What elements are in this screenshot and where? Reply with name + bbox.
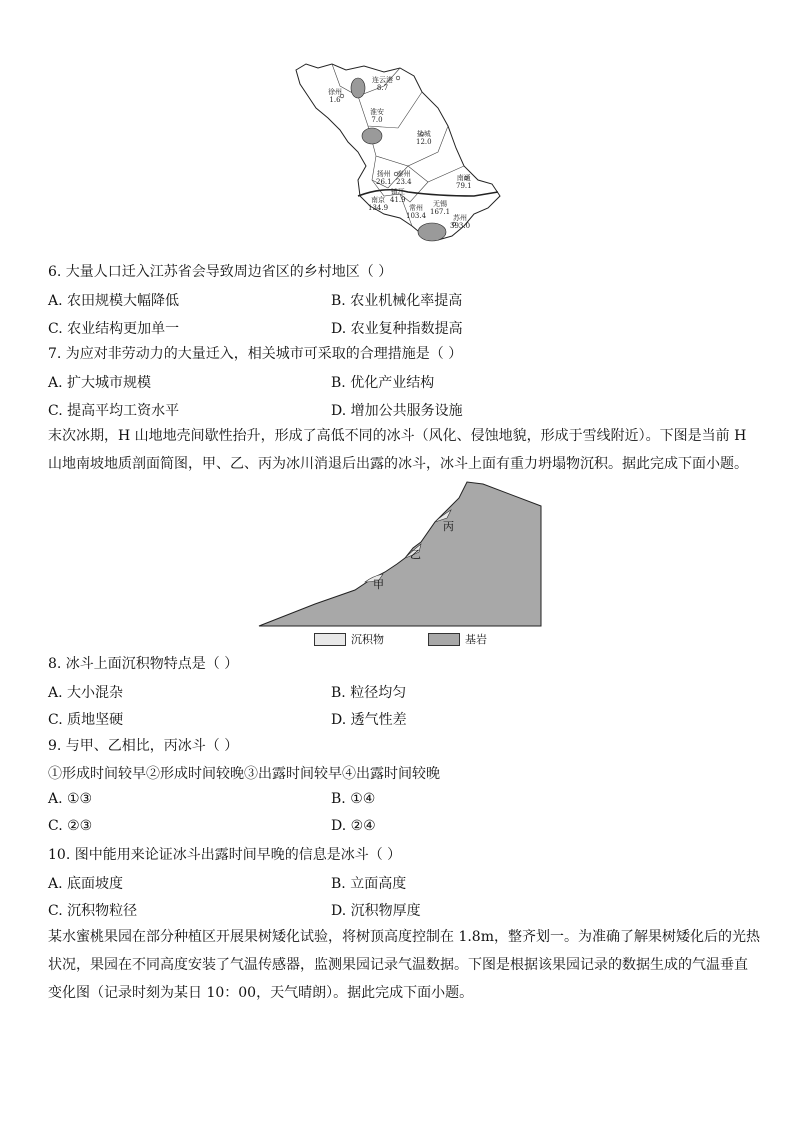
- profile-svg: [255, 478, 545, 633]
- map-city-zhenjiang: 镇江 41.9: [390, 188, 406, 204]
- map-city-wuxi: 无锡 167.1: [430, 200, 451, 216]
- q7-option-b[interactable]: B. 优化产业结构: [331, 375, 435, 391]
- q8-option-b[interactable]: B. 粒径均匀: [331, 685, 407, 701]
- q8-option-c[interactable]: C. 质地坚硬: [48, 712, 124, 728]
- q9-option-c[interactable]: C. ②③: [48, 818, 93, 834]
- legend-sediment-swatch: [314, 633, 346, 646]
- map-city-taizhou: 泰州 23.4: [396, 170, 412, 186]
- intro3-line2: 状况，果园在不同高度安装了气温传感器，监测果园记录气温数据。下图是根据该果园记录的数据生成的气温垂直: [48, 957, 748, 973]
- map-city-yancheng: 盐城 12.0: [416, 130, 432, 146]
- map-city-changzhou: 常州 103.4: [406, 204, 427, 220]
- q7-option-c[interactable]: C. 提高平均工资水平: [48, 403, 180, 419]
- q9-option-a[interactable]: A. ①③: [48, 791, 93, 807]
- jiangsu-map: [288, 56, 508, 244]
- q10-option-c[interactable]: C. 沉积物粒径: [48, 903, 138, 919]
- q9-option-b[interactable]: B. ①④: [331, 791, 376, 807]
- intro2-line1: 末次冰期，H 山地地壳间歇性抬升，形成了高低不同的冰斗（风化、侵蚀地貌，形成于雪线附近）。下图是当前 H: [48, 428, 747, 444]
- q6-option-b[interactable]: B. 农业机械化率提高: [331, 293, 463, 309]
- map-city-nanjing: 南京 134.9: [368, 196, 389, 212]
- q9-option-d[interactable]: D. ②④: [331, 818, 376, 834]
- map-city-lianyungang: 连云港 8.7: [372, 76, 393, 92]
- q7-option-a[interactable]: A. 扩大城市规模: [48, 375, 152, 391]
- legend-bedrock: [428, 631, 487, 647]
- q8-option-a[interactable]: A. 大小混杂: [48, 685, 124, 701]
- q9-stem: 9. 与甲、乙相比，丙冰斗（ ）: [48, 738, 239, 754]
- q8-stem: 8. 冰斗上面沉积物特点是（ ）: [48, 656, 239, 672]
- q8-option-d[interactable]: D. 透气性差: [331, 712, 407, 728]
- q6-option-a[interactable]: A. 农田规模大幅降低: [48, 293, 180, 309]
- intro3-line3: 变化图（记录时刻为某日 10：00，天气晴朗）。据此完成下面小题。: [48, 985, 474, 1001]
- cirque-label-yi: 乙: [410, 548, 421, 561]
- q6-option-c[interactable]: C. 农业结构更加单一: [48, 321, 180, 337]
- q7-stem: 7. 为应对非劳动力的大量迁入，相关城市可采取的合理措施是（ ）: [48, 346, 463, 362]
- q6-stem: 6. 大量人口迁入江苏省会导致周边省区的乡村地区（ ）: [48, 264, 393, 280]
- map-city-xuzhou: 徐州 1.6: [328, 88, 342, 104]
- q10-option-b[interactable]: B. 立面高度: [331, 876, 407, 892]
- q9-statements: ①形成时间较早②形成时间较晚③出露时间较早④出露时间较晚: [48, 766, 440, 782]
- q7-option-d[interactable]: D. 增加公共服务设施: [331, 403, 463, 419]
- cirque-label-bing: 丙: [443, 520, 454, 533]
- q10-stem: 10. 图中能用来论证冰斗出露时间早晚的信息是冰斗（ ）: [48, 847, 402, 863]
- cirque-label-jia: 甲: [373, 578, 384, 591]
- legend-bedrock-swatch: [428, 633, 460, 646]
- legend-bedrock-label: 基岩: [465, 633, 487, 646]
- legend-sediment-label: 沉积物: [351, 633, 384, 646]
- map-city-huaian: 淮安 7.0: [370, 108, 384, 124]
- map-city-suzhou: 苏州 393.0: [450, 214, 471, 230]
- map-city-yangzhou: 扬州 26.1: [376, 170, 392, 186]
- intro3-line1: 某水蜜桃果园在部分种植区开展果树矮化试验，将树顶高度控制在 1.8m，整齐划一。为准确了解果树矮化后的光热: [48, 929, 760, 945]
- map-city-nantong: 南通 79.1: [456, 174, 472, 190]
- legend-sediment: [314, 631, 384, 647]
- q10-option-a[interactable]: A. 底面坡度: [48, 876, 124, 892]
- geological-profile-diagram: [255, 478, 545, 633]
- q10-option-d[interactable]: D. 沉积物厚度: [331, 903, 421, 919]
- q6-option-d[interactable]: D. 农业复种指数提高: [331, 321, 463, 337]
- map-outline-svg: [288, 56, 508, 244]
- intro2-line2: 山地南坡地质剖面简图，甲、乙、丙为冰川消退后出露的冰斗，冰斗上面有重力坍塌物沉积。据此完成下面小题。: [48, 456, 748, 472]
